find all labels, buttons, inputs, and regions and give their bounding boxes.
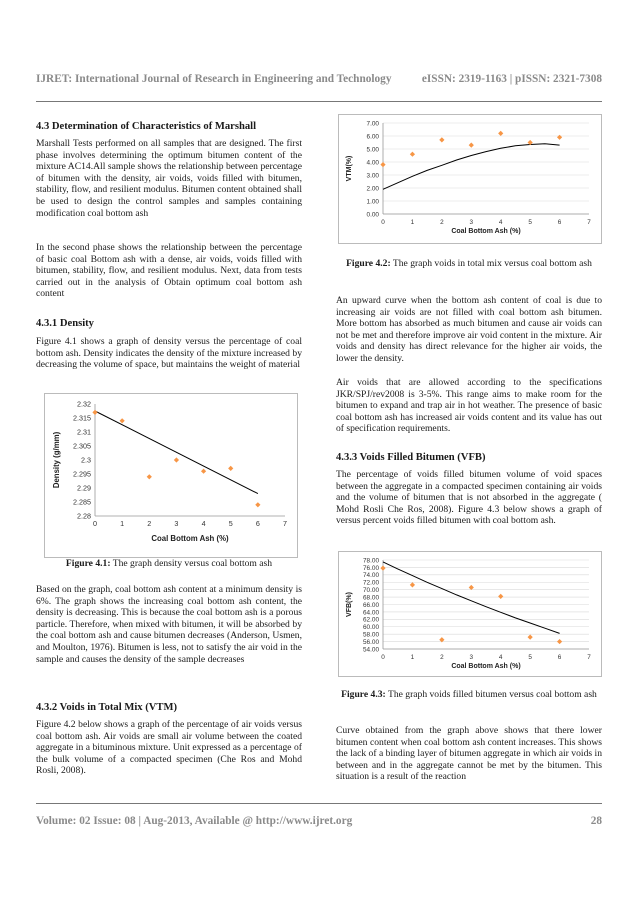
y-tick-label: 76.00 [363, 564, 379, 572]
figure-4-1-caption: Figure 4.1: The graph density versus coal bottom ash [65, 558, 273, 569]
y-tick-label: 62.00 [363, 616, 379, 624]
x-tick-label: 5 [528, 654, 532, 661]
y-axis-label: VFB(%) [346, 592, 353, 617]
paragraph: Marshall Tests performed on all samples that are designed. The first phase involves determining the optimum bitumen content of the mixture AC14.All sample shows the relationship between percentage of bitumen with the density, air voids, voids filled with bitumen, stability, flow, and resilient modulus. Bitumen content obtained shall be used to design the control samples and samples containing modification coal bottom ash [36, 138, 302, 219]
x-tick-label: 1 [410, 654, 415, 661]
x-tick-label: 4 [201, 519, 206, 528]
x-tick-label: 1 [410, 219, 415, 226]
y-tick-label: 2.295 [73, 469, 91, 479]
trend-line [383, 144, 560, 190]
data-point [380, 162, 385, 167]
x-axis-label: Coal Bottom Ash (%) [151, 534, 229, 543]
x-tick-label: 0 [93, 519, 97, 528]
data-point [410, 152, 415, 157]
y-tick-label: 68.00 [363, 594, 379, 602]
figure-4-1-chart [44, 393, 298, 558]
data-point [174, 457, 179, 462]
y-tick-label: 2.315 [73, 413, 91, 423]
data-point [147, 474, 152, 479]
x-tick-label: 6 [557, 219, 562, 226]
y-tick-label: 4.00 [366, 159, 379, 167]
data-point [557, 639, 562, 644]
y-tick-label: 7.00 [366, 120, 379, 128]
data-point [498, 131, 503, 136]
paragraph: An upward curve when the bottom ash content of coal is due to increasing air voids are not filled with coal bottom ash bitumen. More bottom has absorbed as much bitumen and cause air voids can not be met and therefore improve air void content in the mixture. Air voids and density has direct relevance for the higher air voids, the lower the density. [336, 295, 602, 364]
x-tick-label: 7 [283, 519, 287, 528]
header-rule [36, 101, 602, 102]
y-tick-label: 2.32 [77, 399, 91, 409]
data-point [498, 594, 503, 599]
x-tick-label: 6 [557, 654, 562, 661]
trend-line [95, 411, 258, 494]
x-tick-label: 7 [587, 219, 591, 226]
section-heading-4-3-1: 4.3.1 Density [36, 318, 94, 329]
y-tick-label: 3.00 [366, 172, 379, 180]
paragraph: Figure 4.1 shows a graph of density versus the percentage of coal bottom ash. Density indicates the density of the mixture increased by decreasing the volume of space, but maintains the weight of material [36, 336, 302, 371]
left-column [36, 112, 302, 802]
issn: eISSN: 2319-1163 | pISSN: 2321-7308 [421, 73, 602, 85]
data-point [469, 143, 474, 148]
y-tick-label: 74.00 [363, 572, 379, 580]
y-tick-label: 72.00 [363, 579, 379, 587]
vtm-chart-svg [339, 115, 601, 243]
trend-line [383, 562, 560, 634]
figure-4-2-caption: Figure 4.2: The graph voids in total mix versus coal bottom ash [346, 258, 592, 269]
x-tick-label: 2 [147, 519, 152, 528]
y-tick-label: 56.00 [363, 638, 379, 646]
x-tick-label: 0 [381, 219, 385, 226]
data-point [120, 418, 125, 423]
x-tick-label: 0 [381, 654, 385, 661]
x-tick-label: 3 [469, 654, 474, 661]
y-tick-label: 78.00 [363, 557, 379, 565]
y-tick-label: 60.00 [363, 624, 379, 632]
paragraph: The percentage of voids filled bitumen volume of void spaces between the aggregate in a compacted specimen containing air voids and the volume of bitumen that is not absorbed in the aggregate ( Mohd Rosli Che Ros, 2008). Figure 4.3 below shows a graph of versus percent voids filled bitumen with coal bottom ash. [336, 469, 602, 527]
paragraph: In the second phase shows the relationship between the percentage of basic coal Bottom ash with a dense, air voids, voids filled with bitumen, stability, flow, and resilient modulus. Next, data from tests carried out in the analysis of Obtain optimum coal bottom ash content [36, 242, 302, 300]
y-tick-label: 58.00 [363, 631, 379, 639]
paragraph: Air voids that are allowed according to the specifications JKR/SPJ/rev2008 is 3-5%. This range aims to make room for the bitumen to expand and trap air in hot weather. The presence of basic coal bottom ash has increased air voids content and its value has out of specification requirements. [336, 377, 602, 435]
x-tick-label: 5 [528, 219, 532, 226]
section-heading-4-3-3: 4.3.3 Voids Filled Bitumen (VFB) [336, 452, 486, 463]
y-tick-label: 70.00 [363, 587, 379, 595]
y-tick-label: 2.3 [81, 455, 91, 465]
x-tick-label: 7 [587, 654, 591, 661]
volume-info: Volume: 02 Issue: 08 | Aug-2013, Available @ http://www.ijret.org [36, 815, 353, 827]
x-tick-label: 6 [255, 519, 260, 528]
data-point [439, 137, 444, 142]
data-point [255, 502, 260, 507]
section-heading-4-3-2: 4.3.2 Voids in Total Mix (VTM) [36, 702, 177, 713]
y-axis-label: Density (g/mm) [52, 431, 61, 489]
x-tick-label: 3 [469, 219, 474, 226]
paragraph: Figure 4.2 below shows a graph of the percentage of air voids versus coal bottom ash. Air voids are small air volume between the coated aggregate in a bituminous mixture. Unit expressed as a percentage of the bulk volume of a compacted specimen (Che Ros and Mohd Rosli, 2008). [36, 719, 302, 777]
x-axis-label: Coal Bottom Ash (%) [451, 228, 521, 235]
y-tick-label: 2.31 [77, 427, 91, 437]
y-tick-label: 5.00 [366, 146, 379, 154]
density-chart-svg [45, 394, 297, 557]
paragraph: Curve obtained from the graph above shows that there lower bitumen content when coal bottom ash content increases. This shows the lack of a binding layer of bitumen aggregate in which air voids in between and in the aggregate cannot be met by the bitumen. This situation is a result of the reaction [336, 725, 602, 783]
data-point [469, 585, 474, 590]
y-tick-label: 0.00 [366, 211, 379, 219]
figure-4-3-chart [338, 551, 602, 677]
y-tick-label: 2.00 [366, 185, 379, 193]
page-footer [36, 815, 602, 827]
data-point [228, 466, 233, 471]
x-tick-label: 4 [498, 219, 503, 226]
vfb-chart-svg [339, 552, 601, 676]
data-point [410, 582, 415, 587]
y-tick-label: 2.305 [73, 441, 91, 451]
figure-4-2-chart [338, 114, 602, 244]
y-tick-label: 2.28 [77, 511, 91, 521]
data-point [557, 135, 562, 140]
x-tick-label: 5 [228, 519, 233, 528]
section-heading-4-3: 4.3 Determination of Characteristics of Marshall [36, 121, 257, 132]
y-tick-label: 2.29 [77, 483, 91, 493]
paragraph: Based on the graph, coal bottom ash content at a minimum density is 6%. The graph shows the increasing coal bottom ash content, the density is decreasing. This is because the coal bottom ash is a porous particle. Therefore, when mixed with bitumen, it will be absorbed by the coal bottom ash and cause bitumen decreases (Anderson, Usmen, and Moulton, 1976). Bitumen is less, not to satisfy the air void in the sample and causes the density of the sample decreases [36, 584, 302, 665]
data-point [528, 635, 533, 640]
y-tick-label: 2.285 [73, 497, 91, 507]
data-point [380, 566, 385, 571]
x-tick-label: 4 [498, 654, 503, 661]
data-point [92, 410, 97, 415]
x-tick-label: 2 [440, 219, 444, 226]
y-tick-label: 54.00 [363, 646, 379, 654]
y-tick-label: 66.00 [363, 601, 379, 609]
data-point [201, 469, 206, 474]
x-tick-label: 2 [440, 654, 444, 661]
right-column [336, 112, 602, 802]
page-header [36, 73, 602, 85]
y-axis-label: VTM(%) [346, 155, 353, 182]
x-tick-label: 1 [120, 519, 125, 528]
x-tick-label: 3 [174, 519, 179, 528]
page-number: 28 [590, 815, 602, 827]
y-tick-label: 1.00 [366, 198, 379, 206]
journal-name: IJRET: International Journal of Research in Engineering and Technology [36, 73, 392, 85]
y-tick-label: 64.00 [363, 609, 379, 617]
figure-4-3-caption: Figure 4.3: The graph voids filled bitumen versus coal bottom ash [341, 689, 597, 700]
y-tick-label: 6.00 [366, 133, 379, 141]
footer-rule [36, 803, 602, 804]
x-axis-label: Coal Bottom Ash (%) [451, 663, 521, 670]
